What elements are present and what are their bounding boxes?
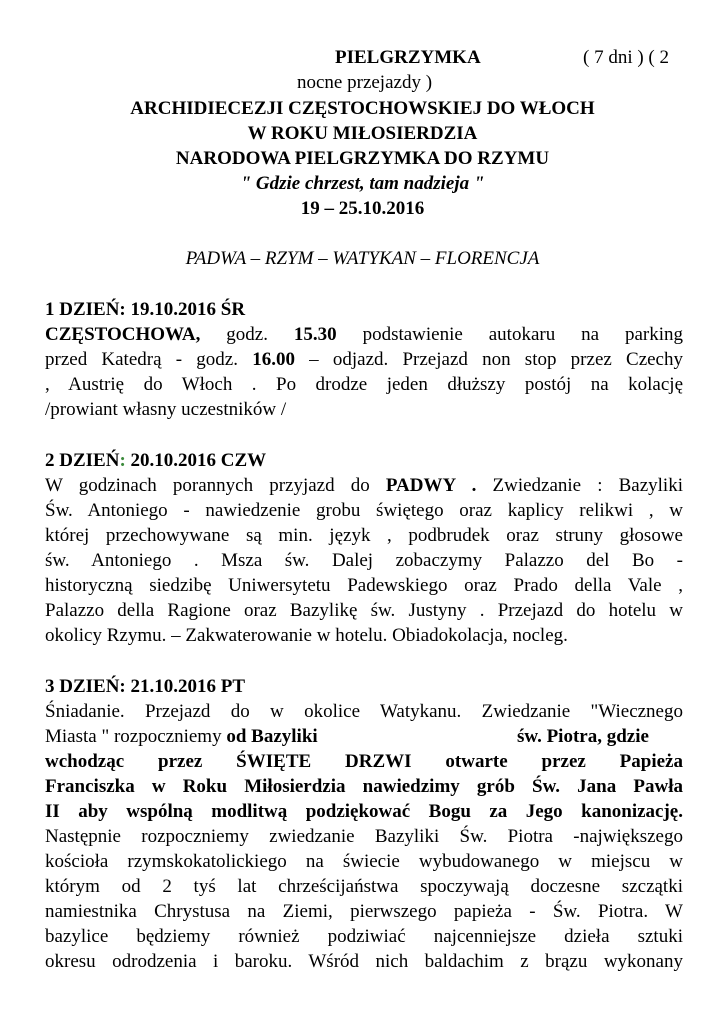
- day3-line-3: wchodząc przez ŚWIĘTE DRZWI otwarte przez Papieża: [45, 751, 683, 772]
- day3-line-11: okresu odrodzenia i baroku. Wśród nich baldachim z brązu wykonany: [45, 951, 683, 972]
- day1-text: godz.: [200, 324, 294, 345]
- day2-line-7: okolicy Rzymu. – Zakwaterowanie w hotelu. Obiadokolacja, nocleg.: [45, 625, 568, 646]
- day3-line-7: kościoła rzymskokatolickiego na świecie wybudowanego w miejscu w: [45, 851, 683, 872]
- day3-line-4: Franciszka w Roku Miłosierdzia nawiedzimy grób Św. Jana Pawła: [45, 776, 683, 797]
- day1-line-3: , Austrię do Włoch . Po drodze jeden dłuższy postój na kolację: [45, 374, 683, 395]
- title-nights: nocne przejazdy ): [297, 72, 433, 93]
- day1-heading: 1 DZIEŃ: 19.10.2016 ŚR: [45, 299, 246, 320]
- day3-text: Miasta " rozpoczniemy: [45, 726, 227, 747]
- day1-line-4: /prowiant własny uczestników /: [45, 399, 287, 420]
- day2-line-1: [45, 473, 683, 498]
- day1-line-2: [45, 347, 683, 372]
- day1-city: CZĘSTOCHOWA,: [45, 324, 201, 345]
- day3-line-9: namiestnika Chrystusa na Ziemi, pierwszego papieża - Św. Piotra. W: [45, 901, 683, 922]
- day2-line-3: której przechowywane są min. język , podbrudek oraz struny głosowe: [45, 525, 683, 546]
- day2-line-4: św. Antoniego . Msza św. Dalej zobaczymy Palazzo del Bo -: [45, 550, 683, 571]
- day2-text: Zwiedzanie : Bazyliki: [476, 475, 683, 496]
- day3-line-6: Następnie rozpoczniemy zwiedzanie Bazyliki Św. Piotra -największego: [45, 826, 683, 847]
- title-word: PIELGRZYMKA: [335, 47, 481, 68]
- day1-text: przed Katedrą - godz.: [45, 349, 253, 370]
- title-line-4: NARODOWA PIELGRZYMKA DO RZYMU: [175, 148, 550, 169]
- day2-heading-date: 20.10.2016 CZW: [125, 450, 267, 471]
- title-line-3: W ROKU MIŁOSIERDZIA: [247, 123, 478, 144]
- day3-line-5: II aby wspólną modlitwą podziękować Bogu za Jego kanonizację.: [45, 801, 683, 822]
- day2-heading-colon: :: [119, 450, 126, 471]
- day2-line-5: historyczną siedzibę Uniwersytetu Padewskiego oraz Prado della Vale ,: [45, 575, 683, 596]
- day3-bold-a: od Bazyliki: [226, 726, 318, 747]
- day1-text: podstawienie autokaru na parking: [336, 324, 683, 345]
- day2-heading: [45, 448, 266, 473]
- day3-line-8: którym od 2 tyś lat chrześcijaństwa spoczywają doczesne szczątki: [45, 876, 683, 897]
- day2-line-6: Palazzo della Ragione oraz Bazylikę św. Justyny . Przejazd do hotelu w: [45, 600, 683, 621]
- day1-time: 16.00: [252, 349, 295, 370]
- date-range: 19 – 25.10.2016: [300, 198, 425, 219]
- day3-line-2-right: św. Piotra, gdzie: [517, 726, 649, 747]
- day2-heading-label: 2 DZIEŃ: [45, 450, 120, 471]
- day1-line-1: [45, 322, 683, 347]
- day3-line-2: [45, 724, 318, 749]
- day2-city: PADWY .: [385, 475, 477, 496]
- day3-line-1: Śniadanie. Przejazd do w okolice Watykanu. Zwiedzanie "Wiecznego: [45, 701, 683, 722]
- motto: " Gdzie chrzest, tam nadzieja ": [240, 173, 485, 194]
- day1-time: 15.30: [293, 324, 337, 345]
- day1-text: – odjazd. Przejazd non stop przez Czechy: [294, 349, 683, 370]
- day3-line-10: bazylice będziemy również podziwiać najcenniejsze dzieła sztuki: [45, 926, 683, 947]
- route: PADWA – RZYM – WATYKAN – FLORENCJA: [185, 248, 540, 269]
- day2-text: W godzinach porannych przyjazd do: [45, 475, 386, 496]
- title-days: ( 7 dni ) ( 2: [583, 47, 670, 68]
- day3-heading: 3 DZIEŃ: 21.10.2016 PT: [45, 676, 246, 697]
- title-line-2: ARCHIDIECEZJI CZĘSTOCHOWSKIEJ DO WŁOCH: [130, 98, 595, 119]
- day2-line-2: Św. Antoniego - nawiedzenie grobu świętego oraz kaplicy relikwi , w: [45, 500, 683, 521]
